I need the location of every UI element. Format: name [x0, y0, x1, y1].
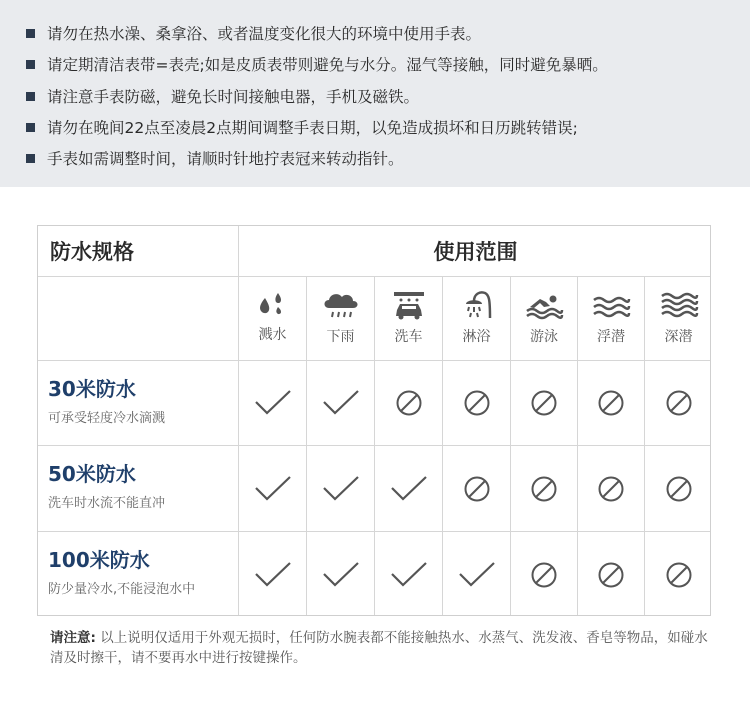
- bullet-square: [26, 29, 35, 38]
- rating-30m: [38, 361, 239, 445]
- car-wash-icon: [391, 290, 427, 320]
- check-icon: [322, 474, 360, 504]
- prohibited-mark-cell: [578, 361, 644, 445]
- header-use: 使用范围: [433, 240, 518, 264]
- prohibited-mark-cell: [375, 361, 442, 445]
- column-swim: [511, 276, 577, 360]
- check-icon: [390, 560, 428, 590]
- column-label: 溅水: [258, 327, 287, 343]
- check-icon: [390, 474, 428, 504]
- waterproof-table: [37, 225, 711, 616]
- swimmer-icon: [524, 290, 564, 320]
- check-mark-cell: [239, 532, 306, 617]
- notice-item: [0, 81, 750, 111]
- prohibited-mark-cell: [578, 446, 644, 531]
- rain-cloud-icon: [321, 290, 361, 320]
- rating-desc: 洗车时水流不能直冲: [48, 496, 166, 511]
- check-icon: [254, 560, 292, 590]
- prohibited-icon: [592, 474, 630, 504]
- check-mark-cell: [375, 532, 442, 617]
- splash-icon: [256, 290, 290, 318]
- header-spec: 防水规格: [50, 240, 134, 264]
- check-mark-cell: [307, 361, 374, 445]
- check-mark-cell: [307, 532, 374, 617]
- notice-item: [0, 143, 750, 173]
- column-splash: [239, 276, 306, 360]
- column-rain: [307, 276, 374, 360]
- bullet-square: [26, 60, 35, 69]
- rating-50m: [38, 446, 239, 531]
- prohibited-icon: [660, 388, 698, 418]
- prohibited-mark-cell: [511, 446, 577, 531]
- shower-icon: [460, 290, 494, 320]
- column-snorkel: [578, 276, 644, 360]
- prohibited-mark-cell: [645, 532, 712, 617]
- column-label: 游泳: [530, 329, 558, 345]
- column-label: 深潜: [664, 329, 693, 345]
- prohibited-icon: [525, 474, 563, 504]
- column-label: 洗车: [394, 329, 423, 345]
- notice-item: [0, 18, 750, 48]
- prohibited-mark-cell: [443, 446, 510, 531]
- notice-text: 请勿在热水澡、桑拿浴、或者温度变化很大的环境中使用手表。: [47, 25, 482, 43]
- notice-text: 请注意手表防磁，避免长时间接触电器，手机及磁铁。: [47, 88, 420, 106]
- footnote-text: 以上说明仅适用于外观无损时，任何防水腕表都不能接触热水、水蒸气、洗发液、香皂等物品，如碰水清及时擦干，请不要再水中进行按键操作。: [50, 630, 708, 666]
- waves-icon: [591, 290, 631, 320]
- prohibited-icon: [458, 388, 496, 418]
- prohibited-mark-cell: [578, 532, 644, 617]
- footnote-label: 请注意:: [50, 630, 96, 646]
- column-deepdive: [645, 276, 712, 360]
- prohibited-icon: [660, 560, 698, 590]
- column-label: 下雨: [326, 329, 355, 345]
- check-icon: [322, 560, 360, 590]
- prohibited-mark-cell: [443, 361, 510, 445]
- column-carwash: [375, 276, 442, 360]
- rating-title: 30米防水: [48, 377, 136, 401]
- prohibited-mark-cell: [645, 361, 712, 445]
- notice-item: [0, 112, 750, 142]
- bullet-square: [26, 123, 35, 132]
- notice-text: 手表如需调整时间，请顺时针地拧表冠来转动指针。: [47, 150, 404, 168]
- notice-text: 请勿在晚间22点至凌晨2点期间调整手表日期，以免造成损坏和日历跳转错误;: [47, 119, 578, 137]
- footnote: [50, 628, 710, 668]
- prohibited-icon: [525, 388, 563, 418]
- column-label: 浮潜: [597, 329, 625, 345]
- check-icon: [254, 388, 292, 418]
- prohibited-icon: [660, 474, 698, 504]
- check-mark-cell: [443, 532, 510, 617]
- prohibited-icon: [458, 474, 496, 504]
- check-icon: [254, 474, 292, 504]
- rating-title: 50米防水: [48, 462, 136, 486]
- check-mark-cell: [239, 446, 306, 531]
- notice-item: [0, 49, 750, 79]
- column-label: 淋浴: [462, 329, 491, 345]
- deep-waves-icon: [659, 290, 699, 320]
- rating-100m: [38, 532, 239, 617]
- rating-title: 100米防水: [48, 548, 150, 572]
- check-icon: [322, 388, 360, 418]
- prohibited-mark-cell: [645, 446, 712, 531]
- check-mark-cell: [375, 446, 442, 531]
- rating-desc: 防少量冷水,不能浸泡水中: [48, 582, 196, 597]
- check-mark-cell: [239, 361, 306, 445]
- check-icon: [458, 560, 496, 590]
- notice-text: 请定期清洁表带=表壳;如是皮质表带则避免与水分。湿气等接触，同时避免暴晒。: [47, 56, 608, 74]
- bullet-square: [26, 92, 35, 101]
- column-shower: [443, 276, 510, 360]
- bullet-square: [26, 154, 35, 163]
- prohibited-icon: [525, 560, 563, 590]
- prohibited-icon: [592, 560, 630, 590]
- prohibited-mark-cell: [511, 532, 577, 617]
- notice-panel: [0, 0, 750, 187]
- prohibited-icon: [390, 388, 428, 418]
- prohibited-icon: [592, 388, 630, 418]
- check-mark-cell: [307, 446, 374, 531]
- rating-desc: 可承受轻度冷水滴溅: [48, 411, 166, 426]
- prohibited-mark-cell: [511, 361, 577, 445]
